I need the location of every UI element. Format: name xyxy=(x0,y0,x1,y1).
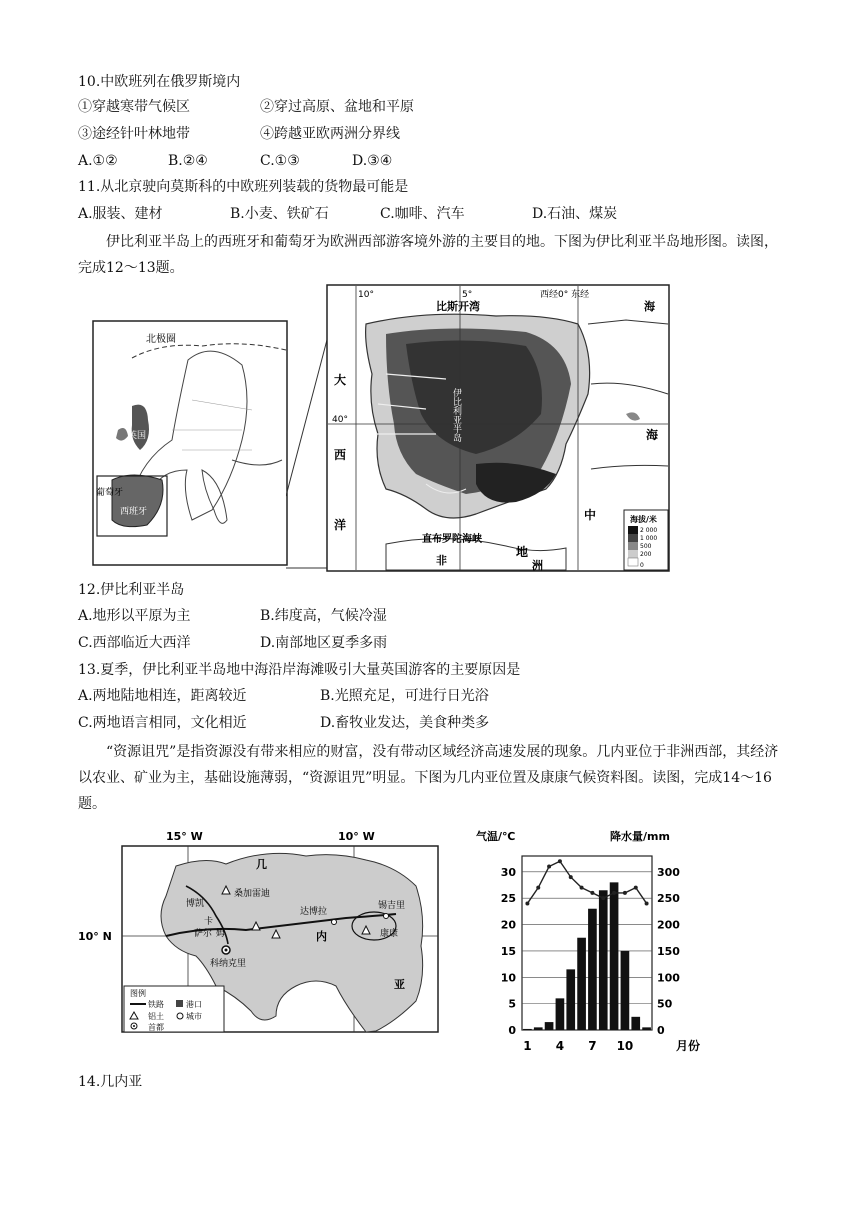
lat-40-label: 40° xyxy=(332,415,348,425)
y2-axis-label: 降水量/mm xyxy=(610,830,670,843)
y2-tick-label: 250 xyxy=(657,892,680,906)
europe-locator-map xyxy=(92,320,288,566)
uk-label: 英国 xyxy=(128,431,147,441)
temperature-point xyxy=(612,891,616,895)
precip-bar xyxy=(631,1017,640,1030)
q12-option-d: D.南部地区夏季多雨 xyxy=(260,635,388,651)
precip-bar xyxy=(588,909,597,1030)
precip-bar xyxy=(523,1029,532,1030)
temperature-point xyxy=(634,886,638,890)
y1-tick-label: 15 xyxy=(500,944,516,958)
temperature-line xyxy=(527,861,646,903)
q11-option-b: B.小麦、铁矿石 xyxy=(230,206,329,222)
q10-option-d: D.③④ xyxy=(352,153,393,169)
legend-title: 海拔/米 xyxy=(630,515,657,524)
q10-statement-1: ①穿越寒带气候区 xyxy=(78,99,190,115)
med-label-2: 中 xyxy=(584,508,597,522)
city-kankan: 康康 xyxy=(380,929,399,939)
guinea-label-2: 内 xyxy=(316,930,327,943)
q11-option-d: D.石油、煤炭 xyxy=(532,206,618,222)
precip-bar xyxy=(577,938,586,1030)
q13-option-a: A.两地陆地相连，距离较近 xyxy=(78,688,247,704)
q12-stem: 12.伊比利亚半岛 xyxy=(78,582,185,598)
precip-bar xyxy=(545,1022,554,1030)
legend-val-2: 500 xyxy=(640,543,652,550)
y1-tick-label: 10 xyxy=(500,971,516,985)
q11-stem: 11.从北京驶向莫斯科的中欧班列装载的货物最可能是 xyxy=(78,179,409,195)
q12-option-c: C.西部临近大西洋 xyxy=(78,635,191,651)
precip-bar xyxy=(566,969,575,1030)
q12-option-a: A.地形以平原为主 xyxy=(78,608,191,624)
africa-label-1: 非 xyxy=(436,554,447,567)
temperature-point xyxy=(645,901,649,905)
y1-tick-label: 5 xyxy=(508,997,516,1011)
city-siguiri: 锡吉里 xyxy=(378,901,406,911)
y1-tick-label: 25 xyxy=(500,892,516,906)
y2-tick-label: 150 xyxy=(657,944,680,958)
legend-val-4: 0 xyxy=(640,562,644,569)
x-tick-label: 10 xyxy=(616,1039,634,1053)
temperature-point xyxy=(580,886,584,890)
lon-15w-label: 15° W xyxy=(166,830,203,843)
q10-option-a: A.①② xyxy=(78,153,118,169)
precip-bar xyxy=(534,1027,543,1030)
med-label-3: 海 xyxy=(646,428,659,442)
intro-12-13: 伊比利亚半岛上的西班牙和葡萄牙为欧洲西部游客境外游的主要目的地。下图为伊比利亚半岛地形图。读图，完成12～13题。 xyxy=(78,234,778,276)
precip-bar xyxy=(621,951,630,1030)
y2-tick-label: 300 xyxy=(657,865,680,879)
africa-label-2: 洲 xyxy=(532,559,543,572)
x-tick-label: 4 xyxy=(555,1039,565,1053)
q10-statement-2: ②穿过高原、盆地和平原 xyxy=(260,99,414,115)
city-fria: 萨尔 xyxy=(194,929,213,939)
lon-5-label: 5° xyxy=(462,290,473,300)
gibraltar-label: 直布罗陀海峡 xyxy=(422,534,482,545)
temperature-point xyxy=(590,891,594,895)
lat-10n-label: 10° N xyxy=(78,930,112,943)
guinea-label-1: 几 xyxy=(256,858,267,871)
guinea-label-3: 亚 xyxy=(394,978,405,991)
precip-bar xyxy=(556,998,565,1030)
legend-val-3: 200 xyxy=(640,551,652,558)
temperature-point xyxy=(558,859,562,863)
y1-tick-label: 20 xyxy=(500,918,516,932)
temperature-point xyxy=(623,891,627,895)
x-axis-unit: 月份 xyxy=(676,1039,701,1053)
lon-0-label: 西经0° 东经 xyxy=(540,290,590,300)
portugal-label: 葡萄牙 xyxy=(96,488,124,498)
legend-val-1: 1 000 xyxy=(640,535,658,542)
peninsula-label: 伊比利亚半岛 xyxy=(451,388,461,442)
temperature-point xyxy=(569,875,573,879)
bay-of-biscay-label: 比斯开湾 xyxy=(436,300,480,313)
guinea-location-map xyxy=(76,826,448,1036)
zoom-connector-lines xyxy=(286,282,330,572)
q10-option-c: C.①③ xyxy=(260,153,300,169)
legend-capital: 首都 xyxy=(148,1023,164,1032)
city-kindia-2: 姆 xyxy=(216,929,226,939)
y1-tick-label: 0 xyxy=(508,1024,516,1037)
precip-bar xyxy=(642,1027,651,1030)
city-boke: 博凯 xyxy=(186,899,205,909)
precip-bar xyxy=(610,882,619,1030)
spain-label: 西班牙 xyxy=(120,507,148,517)
legend-rail: 铁路 xyxy=(148,1000,164,1009)
kankan-climate-chart xyxy=(470,826,720,1058)
y1-axis-label: 气温/℃ xyxy=(476,830,516,843)
temperature-point xyxy=(525,901,529,905)
legend-val-0: 2 000 xyxy=(640,527,658,534)
q12-option-b: B.纬度高，气候冷湿 xyxy=(260,608,387,624)
y2-tick-label: 200 xyxy=(657,918,680,932)
y1-tick-label: 30 xyxy=(500,865,516,879)
q10-stem: 10.中欧班列在俄罗斯境内 xyxy=(78,74,241,90)
city-kindia: 卡 xyxy=(204,917,214,927)
legend-bauxite: 铝土 xyxy=(148,1012,164,1021)
precip-bar xyxy=(599,890,608,1030)
med-label-1: 地 xyxy=(516,545,529,559)
q14-stem: 14.几内亚 xyxy=(78,1074,143,1090)
y2-tick-label: 50 xyxy=(657,997,673,1011)
atlantic-label-3: 洋 xyxy=(334,518,347,532)
temperature-point xyxy=(536,886,540,890)
q10-option-b: B.②④ xyxy=(168,153,208,169)
y2-tick-label: 0 xyxy=(657,1024,665,1037)
city-conakry: 科纳克里 xyxy=(210,959,247,969)
x-tick-label: 1 xyxy=(523,1039,532,1053)
q13-stem: 13.夏季，伊比利亚半岛地中海沿岸海滩吸引大量英国游客的主要原因是 xyxy=(78,662,521,678)
x-tick-label: 7 xyxy=(588,1039,597,1053)
map2-legend-title: 图例 xyxy=(130,989,146,998)
lon-10w-label: 10° W xyxy=(338,830,375,843)
atlantic-label-2: 西 xyxy=(334,448,347,462)
q10-statement-3: ③途经针叶林地带 xyxy=(78,126,190,142)
city-sangaredi: 桑加雷迪 xyxy=(234,889,271,899)
arctic-circle-label: 北极圈 xyxy=(146,334,176,345)
legend-port: 港口 xyxy=(186,1000,202,1009)
y2-tick-label: 100 xyxy=(657,971,680,985)
temperature-point xyxy=(601,896,605,900)
q10-statement-4: ④跨越亚欧两洲分界线 xyxy=(260,126,400,142)
city-dabola: 达博拉 xyxy=(300,907,328,917)
lon-10-label: 10° xyxy=(358,290,374,300)
q11-option-a: A.服装、建材 xyxy=(78,206,163,222)
sea-top-label: 海 xyxy=(644,300,655,313)
intro-14-16: “资源诅咒”是指资源没有带来相应的财富，没有带动区域经济高速发展的现象。几内亚位于非洲西部，其经济以农业、矿业为主，基础设施薄弱，“资源诅咒”明显。下图为几内亚位置及康康气候资料图。读图，完成14～16题。 xyxy=(78,744,779,812)
legend-city: 城市 xyxy=(186,1012,202,1021)
q13-option-b: B.光照充足，可进行日光浴 xyxy=(320,688,489,704)
q11-option-c: C.咖啡、汽车 xyxy=(380,206,465,222)
q13-option-d: D.畜牧业发达，美食种类多 xyxy=(320,715,490,731)
temperature-point xyxy=(547,865,551,869)
q13-option-c: C.两地语言相同，文化相近 xyxy=(78,715,247,731)
iberia-terrain-map xyxy=(326,284,670,574)
atlantic-label-1: 大 xyxy=(334,373,347,387)
